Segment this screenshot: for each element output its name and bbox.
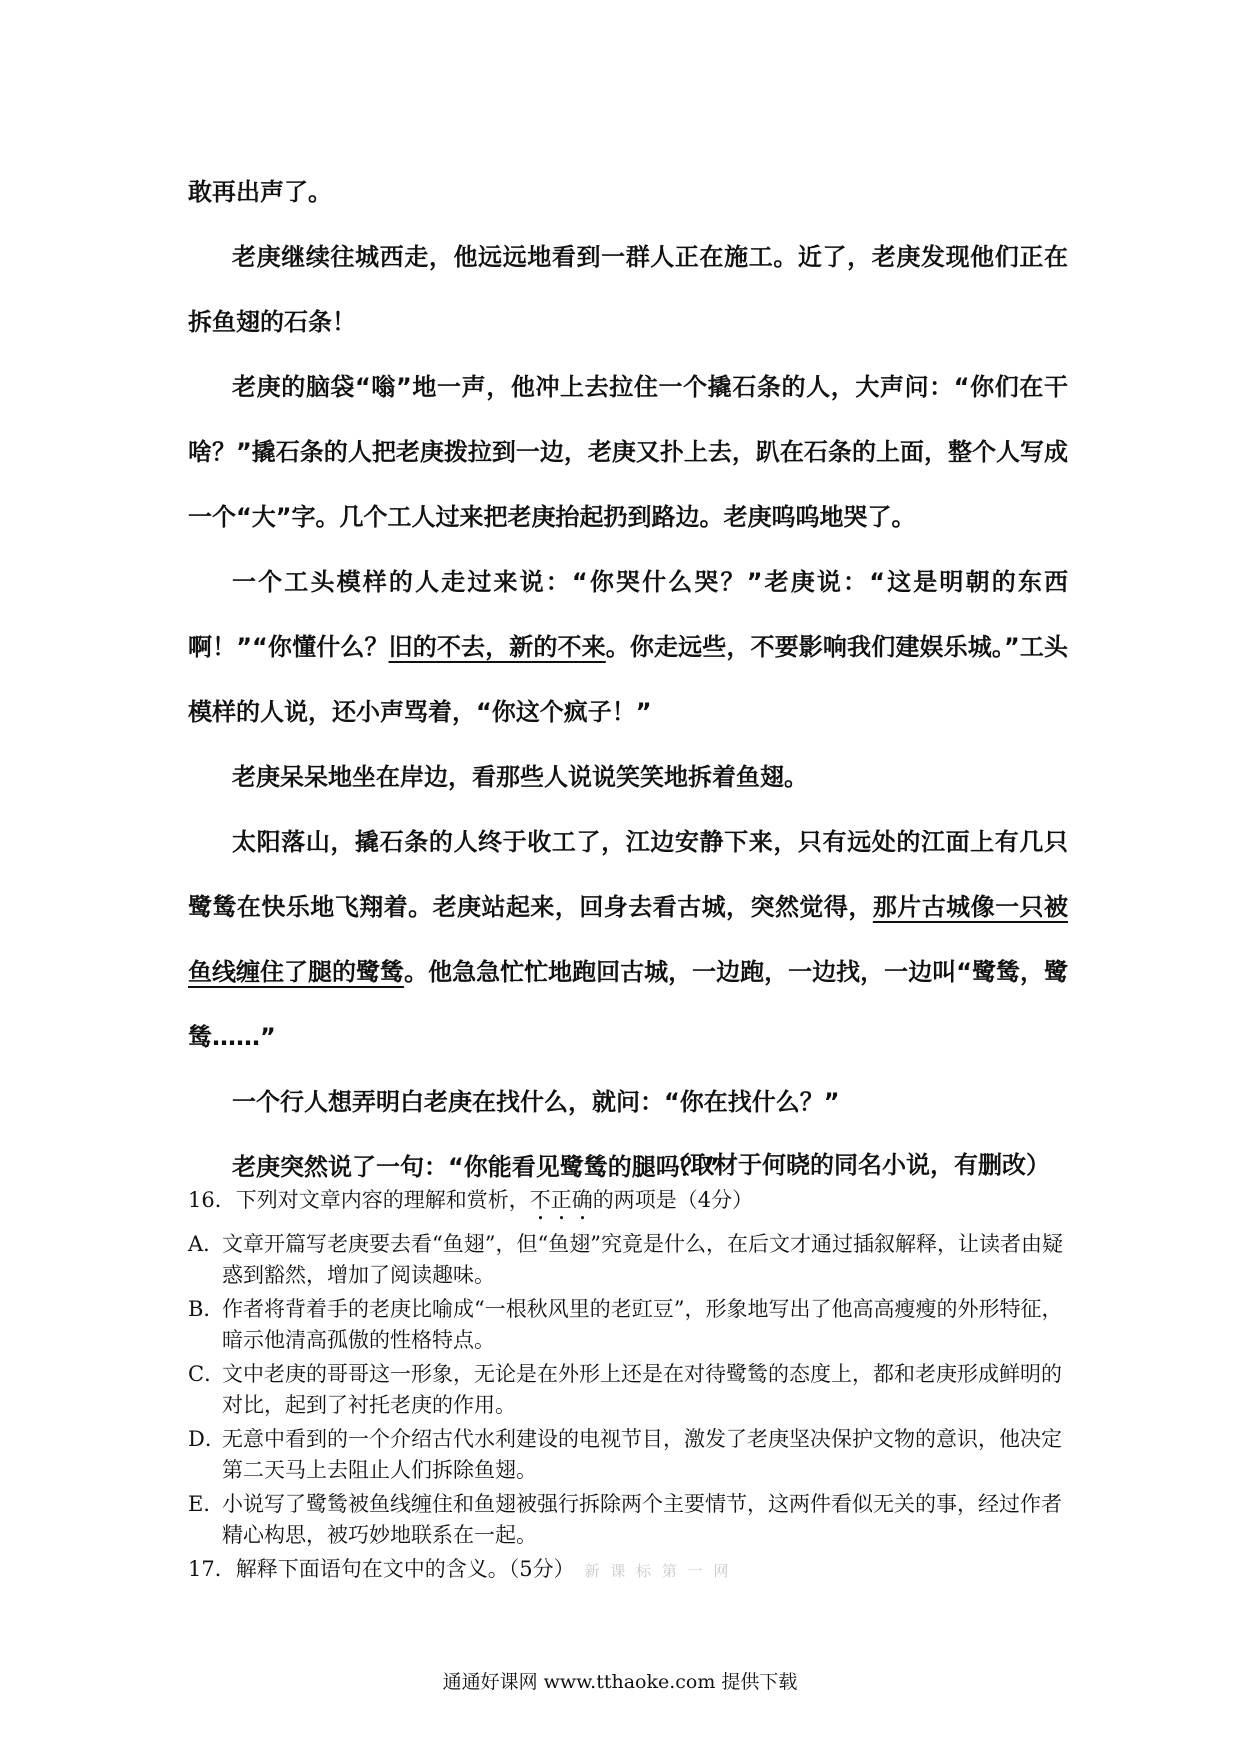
option-text: 无意中看到的一个介绍古代水利建设的电视节目，激发了老庚坚决保护文物的意识，他决定第二天马上去阻止人们拆除鱼翅。 — [222, 1427, 1062, 1482]
question-17 — [188, 1554, 1068, 1587]
underlined-phrase: 旧的不去，新的不来 — [388, 633, 606, 661]
option-text: 文中老庚的哥哥这一形象，无论是在外形上还是在对待鹭鸶的态度上，都和老庚形成鲜明的对比，起到了衬托老庚的作用。 — [222, 1362, 1062, 1417]
story-paragraph: 老庚突然说了一句：“你能看见鹭鸶的腿吗？” — [232, 1153, 720, 1181]
story-text-segment: 一个工头模样的人走过来说：“你哭什么哭？”老庚说：“这是明朝的东西啊！”“你懂什么？ — [188, 568, 1068, 661]
source-note: （取材于何晓的同名小说，有删改） — [666, 1151, 1050, 1179]
option-d — [188, 1424, 1068, 1486]
watermark-text: 新 课 标 第 一 网 — [584, 1562, 732, 1580]
story-paragraph: 一个行人想弄明白老庚在找什么，就问：“你在找什么？” — [232, 1088, 840, 1116]
story-text — [188, 160, 1068, 1200]
question-text: 的两项是（4分） — [592, 1188, 754, 1212]
option-label: C． — [188, 1362, 226, 1386]
questions-section — [188, 1185, 1068, 1587]
question-17-text: 17．解释下面语句在文中的含义。（5分） — [188, 1557, 575, 1581]
option-b — [188, 1294, 1068, 1356]
underlined-sentence: 那片古城像一只被鱼线缠住了腿的鹭鸶 — [188, 893, 1069, 986]
question-text: 16．下列对文章内容的理解和赏析， — [188, 1188, 530, 1212]
question-16-title — [188, 1185, 1068, 1225]
option-text: 作者将背着手的老庚比喻成“一根秋风里的老豇豆”，形象地写出了他高高瘦瘦的外形特征，暗示他清高孤傲的性格特点。 — [222, 1297, 1063, 1352]
story-text-segment: 。他急急忙忙地跑回古城，一边跑，一边找，一边叫“鹭鸶，鹭鸶……” — [188, 958, 1068, 1051]
story-paragraph: 老庚继续往城西走，他远远地看到一群人正在施工。近了，老庚发现他们正在拆鱼翅的石条！ — [188, 243, 1068, 336]
option-text: 文章开篇写老庚要去看“鱼翅”，但“鱼翅”究竟是什么，在后文才通过插叙解释，让读者由疑惑到豁然，增加了阅读趣味。 — [222, 1232, 1063, 1287]
option-a — [188, 1229, 1068, 1291]
option-label: E． — [188, 1492, 225, 1516]
option-c — [188, 1359, 1068, 1421]
story-paragraph — [188, 550, 1068, 745]
option-label: D． — [188, 1427, 226, 1451]
story-text-segment: 。你走远些，不要影响我们建娱乐城。”工头模样的人说，还小声骂着，“你这个疯子！” — [188, 633, 1069, 726]
story-paragraph: 老庚呆呆地坐在岸边，看那些人说说笑笑地拆着鱼翅。 — [232, 763, 808, 791]
option-label: A． — [188, 1232, 225, 1256]
option-e — [188, 1489, 1068, 1551]
story-paragraph: 敢再出声了。 — [188, 178, 332, 206]
option-label: B． — [188, 1297, 225, 1321]
footer-credit: 通通好课网 www.tthaoke.com 提供下载 — [442, 1671, 798, 1693]
story-paragraph — [188, 810, 1068, 1070]
emphasized-text: 不正确 — [529, 1188, 593, 1212]
story-text-segment: 太阳落山，撬石条的人终于收工了，江边安静下来，只有远处的江面上有几只鹭鸶在快乐地飞翔着。老庚站起来，回身去看古城，突然觉得， — [188, 828, 1068, 921]
option-text: 小说写了鹭鸶被鱼线缠住和鱼翅被强行拆除两个主要情节，这两件看似无关的事，经过作者精心构思，被巧妙地联系在一起。 — [222, 1492, 1062, 1547]
story-paragraph: 老庚的脑袋“嗡”地一声，他冲上去拉住一个撬石条的人，大声问：“你们在干啥？”撬石条的人把老庚拨拉到一边，老庚又扑上去，趴在石条的上面，整个人写成一个“大”字。几个工人过来把老庚抬起扔到路边。老庚呜呜地哭了。 — [188, 373, 1068, 531]
